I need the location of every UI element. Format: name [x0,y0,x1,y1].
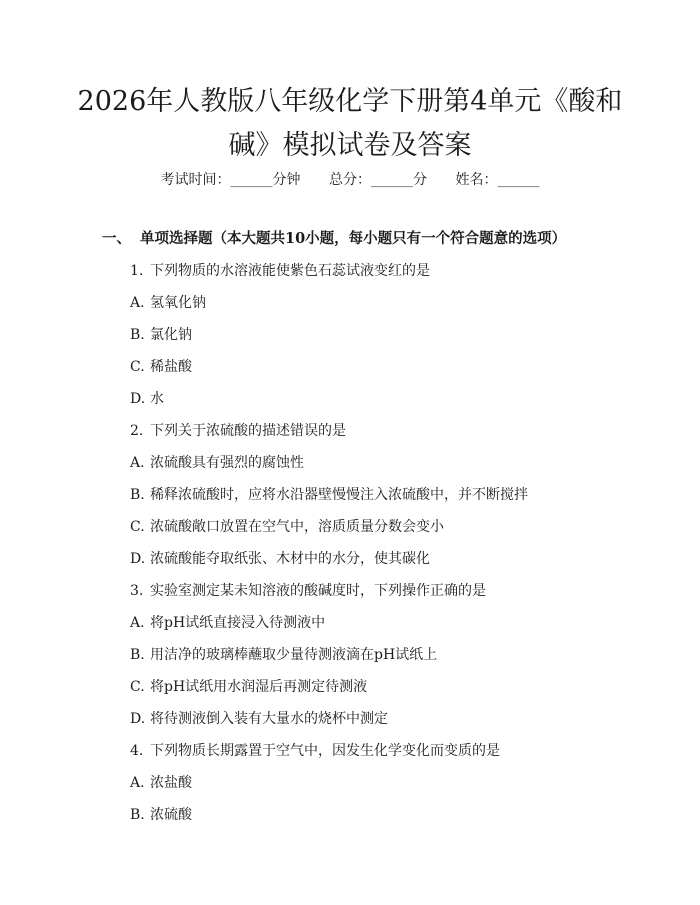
q1-option-b [130,325,192,345]
row-text: 将pH试纸直接浸入待测液中 [150,615,326,631]
row-tag: D. [130,551,146,567]
row-tag: 1. [130,263,144,279]
row-tag: 4. [130,743,144,759]
row-tag: B. [130,647,145,663]
row-text: 浓盐酸 [150,775,192,791]
row-tag: A. [130,455,145,471]
q4-option-a [130,773,192,793]
row-text: 氢氧化钠 [150,295,206,311]
row-tag: B. [130,327,145,343]
q2-option-d [130,549,430,569]
q3-option-d [130,709,388,729]
q2-option-c [130,517,444,537]
section-title: 单项选择题（本大题共10小题，每小题只有一个符合题意的选项） [140,230,567,247]
question-1 [130,261,430,281]
row-text: 将待测液倒入装有大量水的烧杯中测定 [150,711,388,727]
q4-option-b [130,805,192,825]
row-tag: B. [130,487,145,503]
row-text: 用洁净的玻璃棒蘸取少量待测液滴在pH试纸上 [150,647,438,663]
row-text: 浓硫酸能夺取纸张、木材中的水分，使其碳化 [150,551,430,567]
row-tag: C. [130,359,145,375]
row-text: 浓硫酸敞口放置在空气中，溶质质量分数会变小 [150,519,444,535]
row-tag: D. [130,391,146,407]
row-tag: C. [130,679,145,695]
document-title: 2026年人教版八年级化学下册第4单元《酸和碱》模拟试卷及答案 [77,86,623,161]
row-tag: A. [130,775,145,791]
q3-option-b [130,645,437,665]
row-tag: A. [130,295,145,311]
row-text: 稀释浓硫酸时，应将水沿器壁慢慢注入浓硫酸中，并不断搅拌 [150,487,528,503]
row-text: 水 [150,391,164,407]
row-text: 实验室测定某未知溶液的酸碱度时，下列操作正确的是 [150,583,486,599]
q1-option-c [130,357,192,377]
row-text: 氯化钠 [150,327,192,343]
question-4 [130,741,500,761]
row-text: 下列物质长期露置于空气中，因发生化学变化而变质的是 [150,743,500,759]
total-score-field: 总分：______分 [329,172,427,188]
row-tag: 2. [130,423,144,439]
student-name-field: 姓名：______ [455,172,540,188]
row-tag: D. [130,711,146,727]
question-2 [130,421,346,441]
q2-option-a [130,453,304,473]
row-text: 下列物质的水溶液能使紫色石蕊试液变红的是 [150,263,430,279]
row-tag: 3. [130,583,144,599]
q3-option-a [130,613,325,633]
section-heading [102,229,566,249]
row-tag: C. [130,519,145,535]
q2-option-b [130,485,528,505]
exam-time-field: 考试时间：______分钟 [160,172,301,188]
row-tag: A. [130,615,145,631]
row-text: 稀盐酸 [150,359,192,375]
row-text: 下列关于浓硫酸的描述错误的是 [150,423,346,439]
row-text: 将pH试纸用水润湿后再测定待测液 [150,679,368,695]
q3-option-c [130,677,367,697]
question-3 [130,581,486,601]
row-text: 浓硫酸 [150,807,192,823]
section-number: 一、 [102,230,131,247]
exam-meta [0,170,700,190]
row-tag: B. [130,807,145,823]
q1-option-a [130,293,206,313]
row-text: 浓硫酸具有强烈的腐蚀性 [150,455,304,471]
q1-option-d [130,389,164,409]
